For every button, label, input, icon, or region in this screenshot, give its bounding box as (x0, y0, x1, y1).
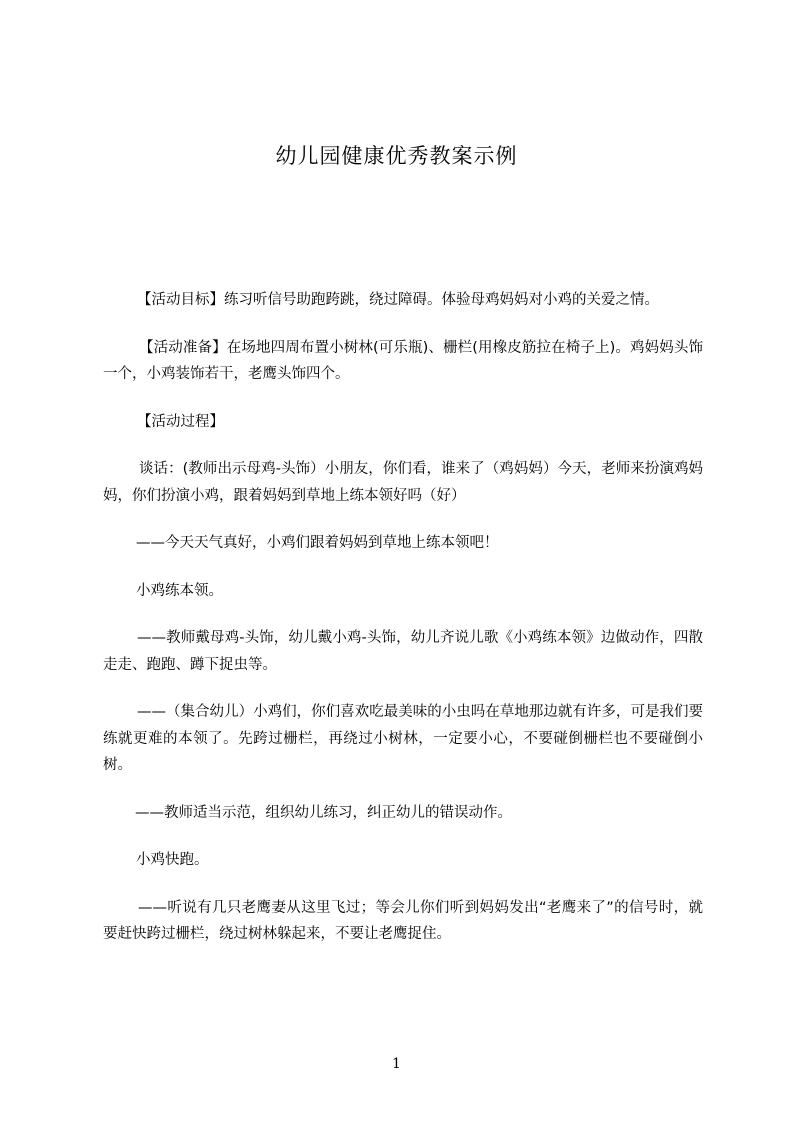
page-number: 1 (392, 1056, 401, 1072)
paragraph-activity-goal: 【活动目标】练习听信号助跑跨跳，绕过障碍。体验母鸡妈妈对小鸡的关爱之情。 (137, 292, 659, 308)
paragraph-activity-preparation: 【活动准备】在场地四周布置小树林(可乐瓶)、栅栏(用橡皮筋拉在椅子上)。鸡妈妈头饰一个，小鸡装饰若干，老鹰头饰四个。 (103, 339, 703, 382)
paragraph-eagle-signal: ——听说有几只老鹰妻从这里飞过；等会儿你们听到妈妈发出“老鹰来了”的信号时，就要赶快跨过栅栏，绕过树林躲起来，不要让老鹰捉住。 (103, 899, 703, 942)
paragraph-chick-run-heading: 小鸡快跑。 (136, 852, 209, 868)
document-body (103, 287, 703, 969)
paragraph-gather-children: ——（集合幼儿）小鸡们，你们喜欢吃最美味的小虫吗在草地那边就有许多，可是我们要练就更难的本领了。先跨过栅栏，再绕过小树林，一定要小心，不要碰倒栅栏也不要碰倒小树。 (103, 704, 703, 773)
paragraph-teacher-headwear: ——教师戴母鸡-头饰，幼儿戴小鸡-头饰，幼儿齐说儿歌《小鸡练本领》边做动作，四散走走、跑跑、蹲下捉虫等。 (103, 630, 703, 673)
paragraph-activity-process-heading: 【活动过程】 (137, 413, 224, 430)
paragraph-dialogue-weather: ——今天天气真好，小鸡们跟着妈妈到草地上练本领吧！ (136, 535, 499, 551)
paragraph-talk: 谈话：(教师出示母鸡-头饰）小朋友，你们看，谁来了（鸡妈妈）今天，老师来扮演鸡妈妈，你们扮演小鸡，跟着妈妈到草地上练本领好吗（好） (103, 461, 703, 504)
document-title: 幼儿园健康优秀教案示例 (275, 144, 518, 168)
paragraph-teacher-demonstration: ——教师适当示范，组织幼儿练习，纠正幼儿的错误动作。 (135, 804, 512, 821)
paragraph-chick-practice-heading: 小鸡练本领。 (136, 582, 223, 599)
